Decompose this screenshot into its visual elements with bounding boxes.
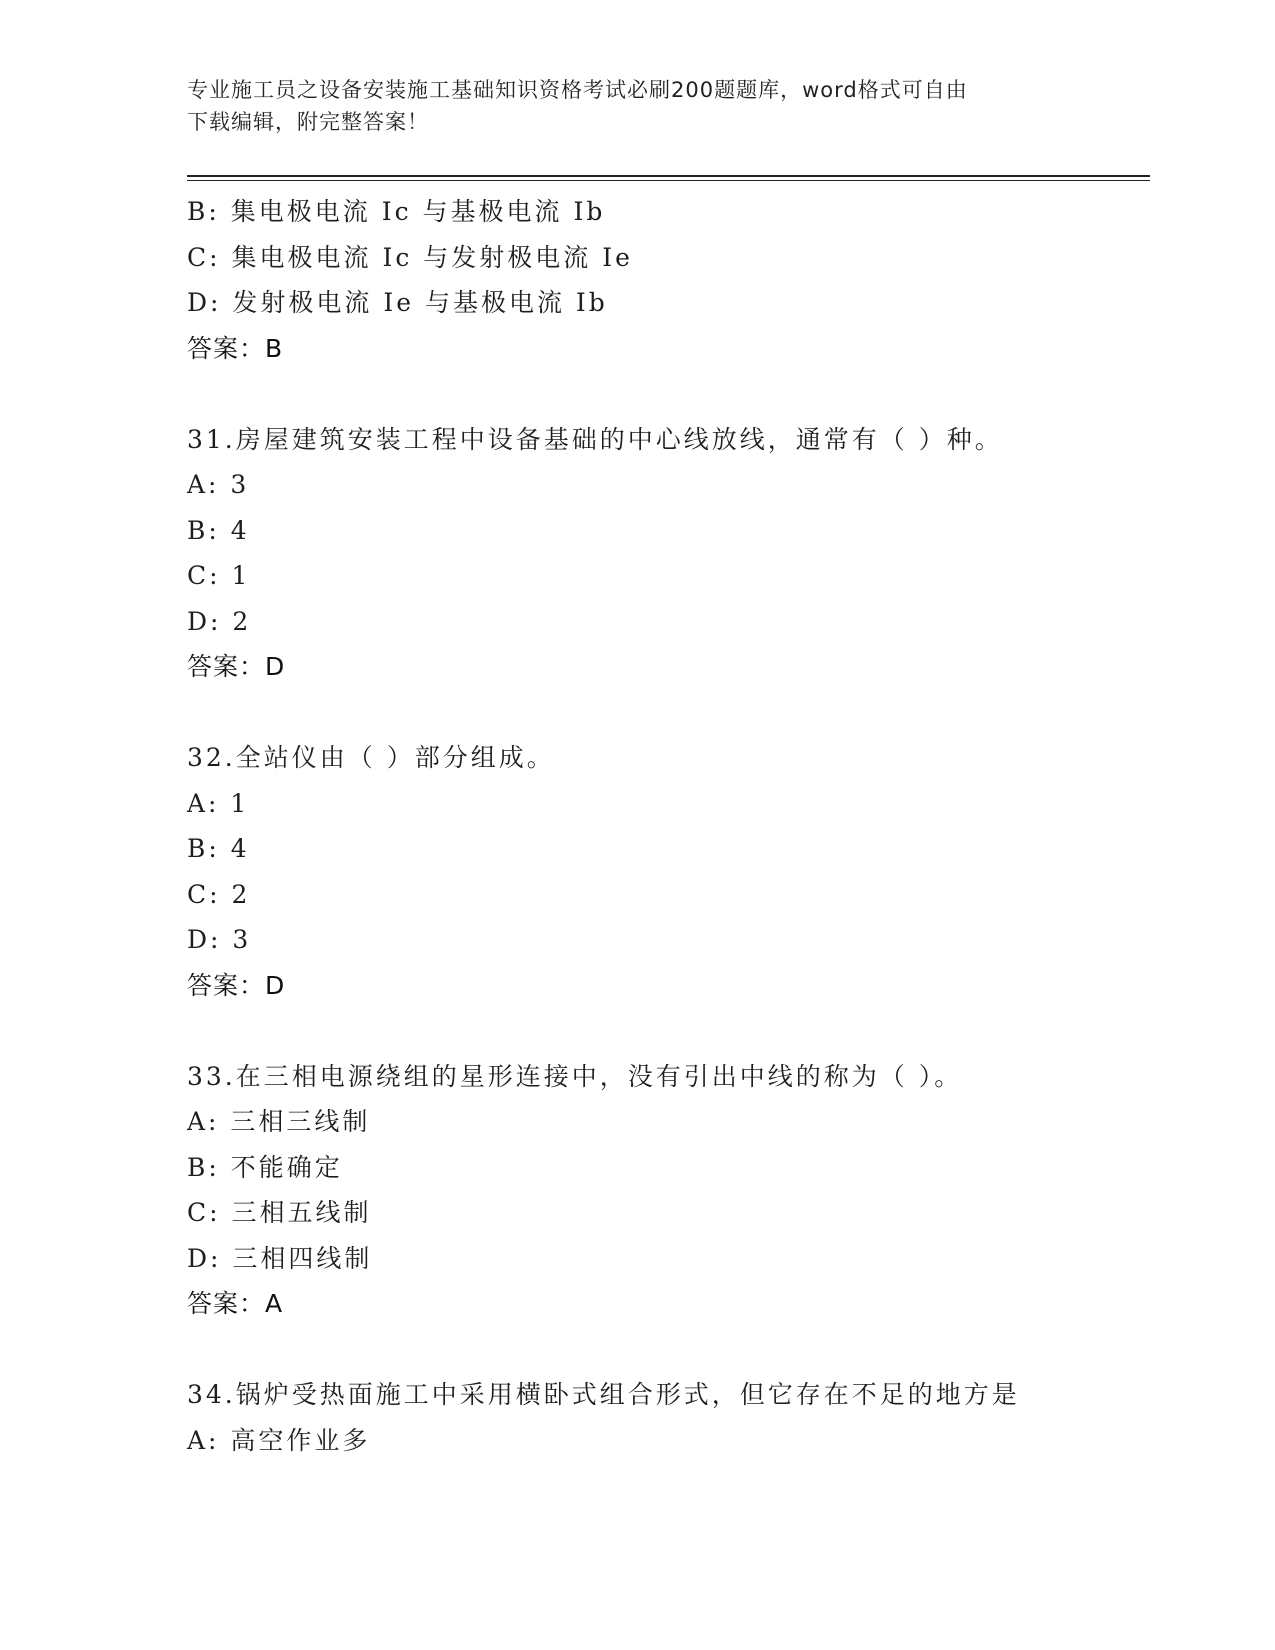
option-b: B: 不能确定 xyxy=(187,1152,343,1182)
spacer xyxy=(187,371,1147,417)
option-d: D: 三相四线制 xyxy=(187,1243,373,1273)
option-d: D: 3 xyxy=(187,925,252,954)
option-b: B: 集电极电流 Ic 与基极电流 Ib xyxy=(187,197,606,226)
option-c: C: 集电极电流 Ic 与发射极电流 Ie xyxy=(187,242,633,272)
header-rule-thick xyxy=(187,175,1150,177)
question-34 xyxy=(187,1372,1147,1463)
answer-line: 答案：A xyxy=(187,1289,284,1318)
answer-line: 答案：D xyxy=(187,652,286,681)
option-c: C: 2 xyxy=(187,879,251,909)
option-d: D: 2 xyxy=(187,606,252,636)
header-line-1: 专业施工员之设备安装施工基础知识资格考试必刷200题题库，word格式可自由 xyxy=(187,78,968,102)
option-d: D: 发射极电流 Ie 与基极电流 Ib xyxy=(187,288,608,317)
question-list xyxy=(187,189,1147,1463)
option-a: A: 3 xyxy=(187,470,250,499)
spacer xyxy=(187,690,1147,736)
option-c: C: 三相五线制 xyxy=(187,1198,372,1227)
question-32 xyxy=(187,735,1147,1008)
answer-line: 答案：B xyxy=(187,333,284,363)
question-text: 31.房屋建筑安装工程中设备基础的中心线放线，通常有（ ）种。 xyxy=(187,424,1003,454)
question-31 xyxy=(187,417,1147,690)
question-text: 34.锅炉受热面施工中采用横卧式组合形式，但它存在不足的地方是 xyxy=(187,1380,1020,1409)
question-30-continued xyxy=(187,189,1147,371)
option-a: A: 三相三线制 xyxy=(187,1107,371,1136)
spacer xyxy=(187,1327,1147,1373)
document-header xyxy=(187,74,1067,138)
header-rule-thin xyxy=(187,180,1150,181)
question-text: 33.在三相电源绕组的星形连接中，没有引出中线的称为（ ）。 xyxy=(187,1061,963,1091)
header-line-2: 下载编辑，附完整答案！ xyxy=(187,110,429,134)
question-text: 32.全站仪由（ ）部分组成。 xyxy=(187,743,555,772)
option-c: C: 1 xyxy=(187,561,251,590)
option-a: A: 1 xyxy=(187,788,250,818)
option-b: B: 4 xyxy=(187,515,250,545)
spacer xyxy=(187,1008,1147,1054)
question-33 xyxy=(187,1054,1147,1327)
option-a: A: 高空作业多 xyxy=(187,1425,371,1455)
option-b: B: 4 xyxy=(187,834,250,863)
answer-line: 答案：D xyxy=(187,970,286,1000)
